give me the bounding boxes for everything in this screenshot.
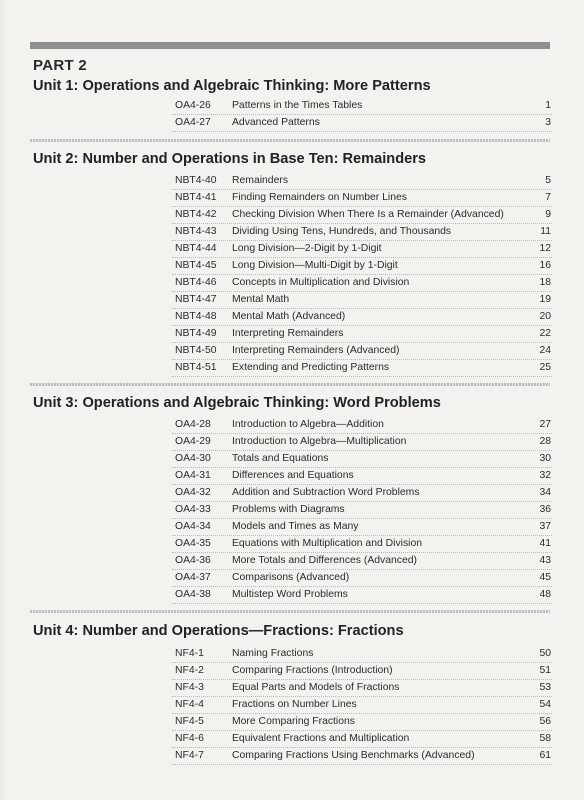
lesson-page: 16 [539, 260, 551, 271]
lesson-page: 61 [539, 750, 551, 761]
lesson-row[interactable] [172, 501, 552, 519]
lesson-row[interactable] [172, 747, 552, 765]
lesson-page: 28 [539, 436, 551, 447]
lesson-row[interactable] [172, 257, 552, 275]
unit-4-heading [33, 622, 553, 640]
lesson-row[interactable] [172, 450, 552, 468]
lesson-code: OA4-29 [175, 436, 211, 447]
lesson-row[interactable] [172, 586, 552, 604]
lesson-code: OA4-27 [175, 117, 211, 128]
lesson-code: NF4-2 [175, 665, 204, 676]
lesson-code: OA4-37 [175, 572, 211, 583]
lesson-row[interactable] [172, 645, 552, 663]
lesson-title: Models and Times as Many [232, 521, 359, 532]
lesson-page: 41 [539, 538, 551, 549]
lesson-row[interactable] [172, 325, 552, 343]
lesson-code: NBT4-48 [175, 311, 217, 322]
lesson-row[interactable] [172, 308, 552, 326]
lesson-row[interactable] [172, 291, 552, 309]
lesson-row[interactable] [172, 416, 552, 434]
lesson-title: Long Division—2-Digit by 1-Digit [232, 243, 382, 254]
lesson-page: 9 [545, 209, 551, 220]
lesson-page: 54 [539, 699, 551, 710]
unit-title: Unit 2: Number and Operations in Base Ten: Remainders [33, 151, 427, 167]
lesson-code: NBT4-40 [175, 175, 217, 186]
lesson-code: OA4-34 [175, 521, 211, 532]
unit-title: Unit 3: Operations and Algebraic Thinking: Word Problems [33, 395, 441, 411]
lesson-page: 53 [539, 682, 551, 693]
lesson-row[interactable] [172, 569, 552, 587]
lesson-row[interactable] [172, 552, 552, 570]
lesson-page: 50 [539, 648, 551, 659]
lesson-title: More Totals and Differences (Advanced) [232, 555, 418, 566]
lesson-page: 36 [539, 504, 551, 515]
lesson-code: NF4-7 [175, 750, 204, 761]
lesson-title: Comparisons (Advanced) [232, 572, 350, 583]
page-edge-shadow [0, 0, 6, 800]
lesson-page: 45 [539, 572, 551, 583]
unit-title: Unit 1: Operations and Algebraic Thinking: More Patterns [33, 78, 431, 94]
lesson-page: 30 [539, 453, 551, 464]
lesson-page: 19 [539, 294, 551, 305]
lesson-row[interactable] [172, 206, 552, 224]
lesson-page: 3 [545, 117, 551, 128]
lesson-page: 58 [539, 733, 551, 744]
lesson-code: NBT4-44 [175, 243, 217, 254]
lesson-page: 32 [539, 470, 551, 481]
lesson-code: NF4-1 [175, 648, 204, 659]
lesson-code: OA4-36 [175, 555, 211, 566]
lesson-title: Dividing Using Tens, Hundreds, and Thousands [232, 226, 452, 237]
lesson-row[interactable] [172, 114, 552, 132]
lesson-row[interactable] [172, 433, 552, 451]
lesson-row[interactable] [172, 730, 552, 748]
lesson-title: Introduction to Algebra—Addition [232, 419, 384, 430]
lesson-code: OA4-31 [175, 470, 211, 481]
lesson-code: NBT4-49 [175, 328, 217, 339]
lesson-code: NBT4-50 [175, 345, 217, 356]
lesson-title: Introduction to Algebra—Multiplication [232, 436, 407, 447]
lesson-title: Equivalent Fractions and Multiplication [232, 733, 410, 744]
section-divider [30, 610, 550, 613]
section-divider [30, 139, 550, 142]
lesson-title: Long Division—Multi-Digit by 1-Digit [232, 260, 398, 271]
lesson-page: 43 [539, 555, 551, 566]
lesson-page: 20 [539, 311, 551, 322]
lesson-title: Patterns in the Times Tables [232, 100, 363, 111]
lesson-title: Interpreting Remainders [232, 328, 344, 339]
lesson-title: Equal Parts and Models of Fractions [232, 682, 400, 693]
lesson-code: OA4-35 [175, 538, 211, 549]
lesson-page: 56 [539, 716, 551, 727]
lesson-row[interactable] [172, 274, 552, 292]
lesson-code: NF4-3 [175, 682, 204, 693]
lesson-title: Naming Fractions [232, 648, 314, 659]
lesson-title: Fractions on Number Lines [232, 699, 357, 710]
lesson-code: OA4-26 [175, 100, 211, 111]
lesson-code: OA4-30 [175, 453, 211, 464]
lesson-code: NBT4-51 [175, 362, 217, 373]
unit-3-heading [33, 394, 553, 412]
lesson-row[interactable] [172, 240, 552, 258]
lesson-page: 37 [539, 521, 551, 532]
lesson-code: NF4-6 [175, 733, 204, 744]
lesson-title: Comparing Fractions Using Benchmarks (Advanced) [232, 750, 475, 761]
lesson-title: Differences and Equations [232, 470, 354, 481]
lesson-row[interactable] [172, 97, 552, 115]
lesson-row[interactable] [172, 535, 552, 553]
lesson-title: Checking Division When There Is a Remainder (Advanced) [232, 209, 504, 220]
lesson-title: Remainders [232, 175, 289, 186]
lesson-code: NF4-4 [175, 699, 204, 710]
lesson-row[interactable] [172, 189, 552, 207]
lesson-code: OA4-38 [175, 589, 211, 600]
lesson-title: Concepts in Multiplication and Division [232, 277, 410, 288]
lesson-code: OA4-32 [175, 487, 211, 498]
lesson-row[interactable] [172, 484, 552, 502]
lesson-row[interactable] [172, 172, 552, 190]
lesson-row[interactable] [172, 713, 552, 731]
lesson-title: Finding Remainders on Number Lines [232, 192, 407, 203]
lesson-page: 7 [545, 192, 551, 203]
lesson-code: NBT4-42 [175, 209, 217, 220]
lesson-title: Comparing Fractions (Introduction) [232, 665, 393, 676]
lesson-title: Advanced Patterns [232, 117, 320, 128]
unit-1-heading [33, 77, 553, 95]
lesson-code: NBT4-47 [175, 294, 217, 305]
lesson-row[interactable] [172, 679, 552, 697]
lesson-title: Mental Math (Advanced) [232, 311, 346, 322]
lesson-title: Problems with Diagrams [232, 504, 345, 515]
lesson-title: Totals and Equations [232, 453, 329, 464]
lesson-page: 24 [539, 345, 551, 356]
lesson-row[interactable] [172, 696, 552, 714]
lesson-row[interactable] [172, 342, 552, 360]
lesson-code: NBT4-41 [175, 192, 217, 203]
lesson-title: Multistep Word Problems [232, 589, 348, 600]
lesson-title: More Comparing Fractions [232, 716, 355, 727]
header-rule [30, 42, 550, 49]
lesson-page: 22 [539, 328, 551, 339]
lesson-page: 11 [540, 226, 551, 237]
lesson-row[interactable] [172, 223, 552, 241]
lesson-code: NF4-5 [175, 716, 204, 727]
lesson-page: 5 [545, 175, 551, 186]
lesson-row[interactable] [172, 467, 552, 485]
lesson-page: 18 [539, 277, 551, 288]
lesson-title: Interpreting Remainders (Advanced) [232, 345, 400, 356]
lesson-page: 1 [545, 100, 551, 111]
lesson-page: 51 [539, 665, 551, 676]
lesson-page: 48 [539, 589, 551, 600]
lesson-code: NBT4-43 [175, 226, 217, 237]
lesson-code: OA4-28 [175, 419, 211, 430]
lesson-row[interactable] [172, 662, 552, 680]
lesson-title: Mental Math [232, 294, 290, 305]
lesson-code: NBT4-46 [175, 277, 217, 288]
unit-title: Unit 4: Number and Operations—Fractions: Fractions [33, 623, 404, 639]
lesson-code: OA4-33 [175, 504, 211, 515]
lesson-page: 27 [539, 419, 551, 430]
lesson-row[interactable] [172, 518, 552, 536]
lesson-code: NBT4-45 [175, 260, 217, 271]
part-label: PART 2 [33, 57, 88, 74]
section-divider [30, 383, 550, 386]
lesson-page: 12 [539, 243, 551, 254]
lesson-title: Equations with Multiplication and Division [232, 538, 423, 549]
lesson-row[interactable] [172, 359, 552, 377]
lesson-title: Extending and Predicting Patterns [232, 362, 390, 373]
lesson-page: 25 [539, 362, 551, 373]
lesson-page: 34 [539, 487, 551, 498]
lesson-title: Addition and Subtraction Word Problems [232, 487, 420, 498]
unit-2-heading [33, 150, 553, 168]
